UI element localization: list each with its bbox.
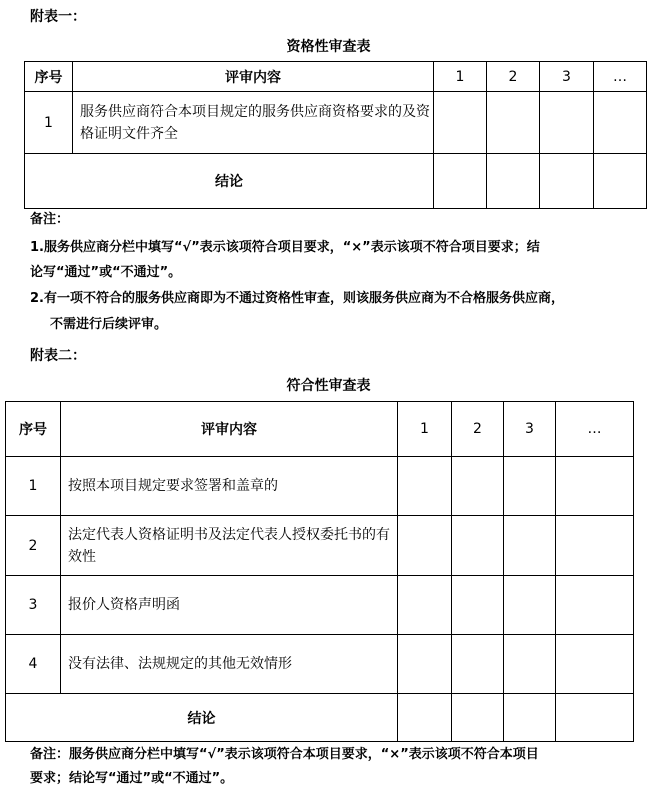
appendix2-label: 附表二： [30,348,86,364]
compliance-table [5,401,634,742]
check-cell[interactable] [504,576,556,635]
check-cell[interactable] [540,92,594,154]
table-row [25,92,647,154]
header-col-2: 2 [487,62,540,92]
header-col-2: 2 [452,402,504,457]
check-cell[interactable] [504,457,556,516]
row-content: 法定代表人资格证明书及法定代表人授权委托书的有效性 [61,516,398,576]
check-cell[interactable] [487,92,540,154]
header-col-more: … [556,402,634,457]
check-cell[interactable] [504,694,556,742]
note-line: 1.服务供应商分栏中填写“√”表示该项符合项目要求，“×”表示该项不符合项目要求；结 [30,240,540,255]
row-content: 报价人资格声明函 [61,576,398,635]
check-cell[interactable] [556,694,634,742]
header-col-3: 3 [504,402,556,457]
check-cell[interactable] [452,635,504,694]
table-row [6,457,634,516]
header-seq: 序号 [6,402,61,457]
check-cell[interactable] [452,576,504,635]
check-cell[interactable] [398,576,452,635]
row-seq: 4 [6,635,61,694]
appendix2-title: 符合性审查表 [286,378,371,394]
conclusion-row [6,694,634,742]
check-cell[interactable] [556,635,634,694]
check-cell[interactable] [556,576,634,635]
note-line: 2.有一项不符合的服务供应商即为不通过资格性审查，则该服务供应商为不合格服务供应商， [30,291,564,306]
check-cell[interactable] [540,154,594,209]
check-cell[interactable] [398,457,452,516]
conclusion-row [25,154,647,209]
notes-label: 备注： [30,212,70,227]
header-col-1: 1 [434,62,487,92]
table-header-row [25,62,647,92]
check-cell[interactable] [556,457,634,516]
table-header-row [6,402,634,457]
header-col-more: … [594,62,647,92]
check-cell[interactable] [398,694,452,742]
check-cell[interactable] [504,516,556,576]
qualification-table [24,61,647,209]
check-cell[interactable] [398,635,452,694]
row-content: 按照本项目规定要求签署和盖章的 [61,457,398,516]
note-line: 要求；结论写“通过”或“不通过”。 [30,771,234,786]
conclusion-label: 结论 [6,694,398,742]
row-content: 没有法律、法规规定的其他无效情形 [61,635,398,694]
appendix1-label: 附表一： [30,9,86,25]
check-cell[interactable] [452,694,504,742]
note-line: 备注：服务供应商分栏中填写“√”表示该项符合本项目要求，“×”表示该项不符合本项目 [30,747,539,762]
appendix1-title: 资格性审查表 [286,39,371,55]
header-content: 评审内容 [61,402,398,457]
note-line: 论写“通过”或“不通过”。 [30,265,182,280]
table-row [6,635,634,694]
row-seq: 1 [25,92,73,154]
header-col-3: 3 [540,62,594,92]
header-col-1: 1 [398,402,452,457]
row-seq: 3 [6,576,61,635]
check-cell[interactable] [556,516,634,576]
check-cell[interactable] [594,154,647,209]
check-cell[interactable] [452,457,504,516]
check-cell[interactable] [398,516,452,576]
conclusion-label: 结论 [25,154,434,209]
check-cell[interactable] [487,154,540,209]
check-cell[interactable] [434,154,487,209]
row-seq: 2 [6,516,61,576]
check-cell[interactable] [434,92,487,154]
header-content: 评审内容 [73,62,434,92]
check-cell[interactable] [452,516,504,576]
row-content: 服务供应商符合本项目规定的服务供应商资格要求的及资格证明文件齐全 [73,92,434,154]
header-seq: 序号 [25,62,73,92]
note-line: 不需进行后续评审。 [50,317,168,332]
table-row [6,576,634,635]
check-cell[interactable] [504,635,556,694]
check-cell[interactable] [594,92,647,154]
row-seq: 1 [6,457,61,516]
table-row [6,516,634,576]
